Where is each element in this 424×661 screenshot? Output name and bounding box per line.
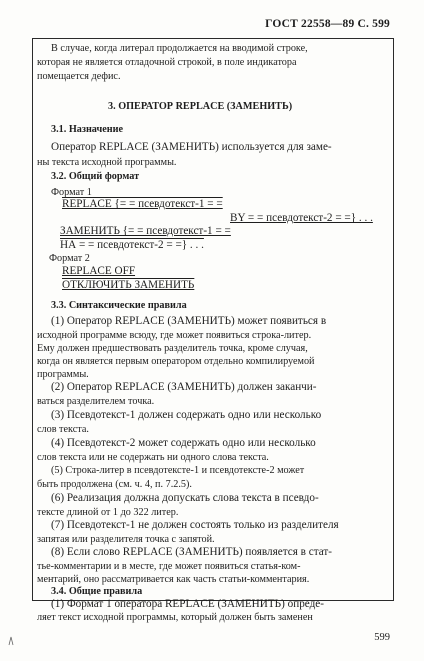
syntax-line: ЗАМЕНИТЬ {= = псевдотекст-1 = = xyxy=(60,225,231,237)
subsection-heading: 3.2. Общий формат xyxy=(51,171,140,182)
text-line: которая не является отладочной строкой, в поле индикатора xyxy=(37,57,297,68)
text-line: (4) Псевдотекст-2 может содержать одно или несколько xyxy=(51,437,316,449)
syntax-line: REPLACE {= = псевдотекст-1 = = xyxy=(62,198,223,210)
syntax-line: НА = = псевдотекст-2 = =} . . . xyxy=(60,239,204,251)
section-heading: 3. ОПЕРАТОР REPLACE (ЗАМЕНИТЬ) xyxy=(108,101,293,112)
syntax-line: REPLACE OFF xyxy=(62,265,136,277)
text-line: слов текста или не содержать ни одного слова текста. xyxy=(37,452,269,463)
subsection-heading: 3.1. Назначение xyxy=(51,124,124,135)
text-line: исходной программе всюду, где может появиться строка-литер. xyxy=(37,330,312,341)
text-line: (3) Псевдотекст-1 должен содержать одно или несколько xyxy=(51,409,322,421)
format-label: Формат 2 xyxy=(49,253,90,264)
text-line: (7) Псевдотекст-1 не должен состоять только из разделителя xyxy=(51,519,339,531)
text-line: Оператор REPLACE (ЗАМЕНИТЬ) используется для заме- xyxy=(51,141,332,153)
text-line: тексте длиной от 1 до 322 литер. xyxy=(37,507,179,518)
text-line: Ему должен предшествовать разделитель точка, кроме случая, xyxy=(37,343,308,354)
syntax-line: ОТКЛЮЧИТЬ ЗАМЕНИТЬ xyxy=(62,279,195,291)
text-line: ны текста исходной программы. xyxy=(37,157,177,168)
text-line: тье-комментарии и в месте, где может появиться статья-ком- xyxy=(37,561,301,572)
text-line: (6) Реализация должна допускать слова текста в псевдо- xyxy=(51,492,319,504)
text-line: программы. xyxy=(37,369,89,380)
text-line: ляет текст исходной программы, который должен быть заменен xyxy=(37,612,313,623)
text-line: (1) Формат 1 оператора REPLACE (ЗАМЕНИТЬ) опреде- xyxy=(51,598,324,610)
text-line: слов текста. xyxy=(37,424,89,435)
text-line: запятая или разделителя точка с запятой. xyxy=(37,534,215,545)
text-line: (2) Оператор REPLACE (ЗАМЕНИТЬ) должен заканчи- xyxy=(51,381,317,393)
text-line: В случае, когда литерал продолжается на вводимой строке, xyxy=(51,43,308,54)
margin-mark-icon xyxy=(8,636,14,646)
text-line: когда он является первым оператором отдельно компилируемой xyxy=(37,356,315,367)
text-line: (8) Если слово REPLACE (ЗАМЕНИТЬ) появляется в стат- xyxy=(51,546,333,558)
text-line: ментарий, оно рассматривается как часть статьи-комментария. xyxy=(37,574,310,585)
text-line: (5) Строка-литер в псевдотексте-1 и псевдотексте-2 может xyxy=(51,465,305,476)
page-header: ГОСТ 22558—89 С. 599 xyxy=(265,18,390,30)
subsection-heading: 3.4. Общие правила xyxy=(51,586,143,597)
syntax-line: BY = = псевдотекст-2 = =} . . . xyxy=(230,212,373,224)
page-number: 599 xyxy=(374,632,390,643)
text-line: ваться разделителем точка. xyxy=(37,396,155,407)
text-line: помещается дефис. xyxy=(37,71,121,82)
format-label: Формат 1 xyxy=(51,187,92,198)
subsection-heading: 3.3. Синтаксические правила xyxy=(51,300,187,311)
text-line: (1) Оператор REPLACE (ЗАМЕНИТЬ) может появиться в xyxy=(51,315,327,327)
text-line: быть продолжена (см. ч. 4, п. 7.2.5). xyxy=(37,479,192,490)
